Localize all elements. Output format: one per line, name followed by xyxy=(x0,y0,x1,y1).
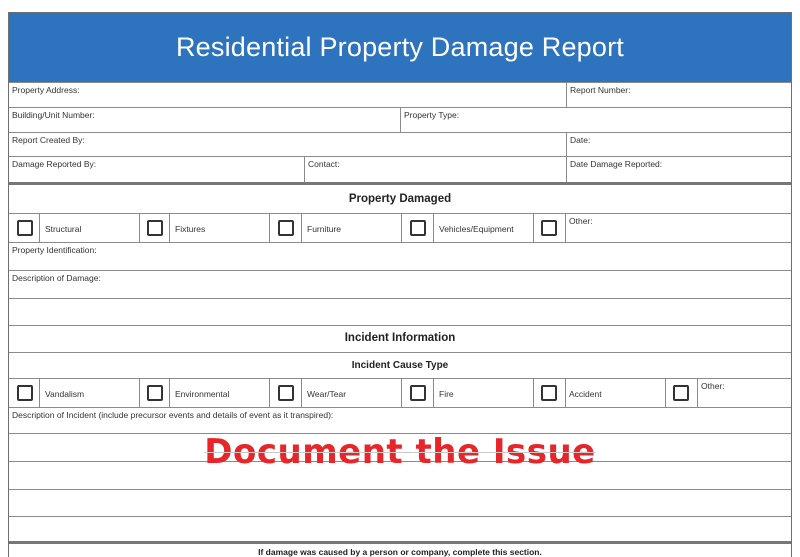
damage-reported-by-label: Damage Reported By: xyxy=(12,159,97,169)
damage-report-form xyxy=(8,12,792,557)
section-divider-bottom xyxy=(9,541,791,544)
property-address-field[interactable] xyxy=(9,83,566,107)
other-damaged-field[interactable] xyxy=(565,214,791,242)
fire-checkbox[interactable] xyxy=(410,385,426,401)
vandalism-label-cell xyxy=(39,379,139,407)
environmental-box-cell xyxy=(139,379,169,407)
contact-field[interactable] xyxy=(304,157,566,182)
accident-label-cell xyxy=(565,379,665,407)
fire-label-cell xyxy=(433,379,533,407)
structural-box-cell xyxy=(9,214,39,242)
building-unit-label: Building/Unit Number: xyxy=(12,110,95,120)
other-cause-checkbox[interactable] xyxy=(673,385,689,401)
row-damage-reported xyxy=(9,156,791,182)
other-cause-label: Other: xyxy=(701,381,725,391)
fixtures-label-cell xyxy=(169,214,269,242)
furniture-label: Furniture xyxy=(307,224,342,234)
other-cause-box-cell xyxy=(665,379,697,407)
structural-label: Structural xyxy=(45,224,82,234)
furniture-checkbox[interactable] xyxy=(278,220,294,236)
contact-label: Contact: xyxy=(308,159,340,169)
wear-tear-box-cell xyxy=(269,379,301,407)
row-property-address xyxy=(9,82,791,107)
property-type-field[interactable] xyxy=(400,108,791,132)
incident-line-4[interactable] xyxy=(9,516,791,543)
date-damage-reported-field[interactable] xyxy=(566,157,791,182)
report-created-by-label: Report Created By: xyxy=(12,135,85,145)
wear-tear-label: Wear/Tear xyxy=(307,389,347,399)
environmental-checkbox[interactable] xyxy=(147,385,163,401)
structural-checkbox[interactable] xyxy=(17,220,33,236)
furniture-box-cell xyxy=(269,214,301,242)
environmental-label-cell xyxy=(169,379,269,407)
incident-line-3[interactable] xyxy=(9,489,791,516)
property-identification-label: Property Identification: xyxy=(12,245,97,255)
vehicles-label-cell xyxy=(433,214,533,242)
row-report-created xyxy=(9,132,791,156)
overlay-caption-text: Document the Issue xyxy=(204,432,596,472)
report-created-by-field[interactable] xyxy=(9,133,566,156)
form-title: Residential Property Damage Report xyxy=(9,13,791,82)
other-cause-field[interactable] xyxy=(697,379,791,407)
report-number-label: Report Number: xyxy=(570,85,631,95)
incident-cause-type-row xyxy=(9,352,791,378)
description-of-incident-label: Description of Incident (include precursor events and details of event as it transpired): xyxy=(12,410,334,420)
vandalism-label: Vandalism xyxy=(45,389,85,399)
section-divider xyxy=(9,182,791,185)
accident-label: Accident xyxy=(569,389,602,399)
wear-tear-checkbox[interactable] xyxy=(278,385,294,401)
accident-box-cell xyxy=(533,379,565,407)
incident-cause-type-heading: Incident Cause Type xyxy=(351,360,449,371)
incident-cause-options xyxy=(9,378,791,407)
report-number-field[interactable] xyxy=(566,83,791,107)
structural-label-cell xyxy=(39,214,139,242)
date-field[interactable] xyxy=(566,133,791,156)
other-damaged-label: Other: xyxy=(569,216,593,226)
property-damaged-heading: Property Damaged xyxy=(348,193,452,205)
fixtures-checkbox[interactable] xyxy=(147,220,163,236)
furniture-label-cell xyxy=(301,214,401,242)
building-unit-field[interactable] xyxy=(9,108,400,132)
vehicles-equipment-checkbox[interactable] xyxy=(410,220,426,236)
footer-note: If damage was caused by a person or company, complete this section. xyxy=(258,547,542,557)
description-of-damage-field[interactable] xyxy=(9,270,791,298)
property-damaged-options xyxy=(9,213,791,242)
damage-reported-by-field[interactable] xyxy=(9,157,304,182)
description-of-damage-label: Description of Damage: xyxy=(12,273,101,283)
fire-label: Fire xyxy=(439,389,454,399)
overlay-caption xyxy=(0,432,800,472)
incident-information-heading: Incident Information xyxy=(344,332,456,344)
fire-box-cell xyxy=(401,379,433,407)
row-building-unit xyxy=(9,107,791,132)
incident-information-row xyxy=(9,325,791,352)
fixtures-label: Fixtures xyxy=(175,224,206,234)
date-label: Date: xyxy=(570,135,591,145)
accident-checkbox[interactable] xyxy=(541,385,557,401)
description-of-incident-field[interactable] xyxy=(9,407,791,433)
fixtures-box-cell xyxy=(139,214,169,242)
date-damage-reported-label: Date Damage Reported: xyxy=(570,159,663,169)
other-damaged-checkbox[interactable] xyxy=(541,220,557,236)
wear-tear-label-cell xyxy=(301,379,401,407)
description-of-damage-line[interactable] xyxy=(9,298,791,325)
property-address-label: Property Address: xyxy=(12,85,80,95)
property-type-label: Property Type: xyxy=(404,110,460,120)
other-box-cell xyxy=(533,214,565,242)
vehicles-box-cell xyxy=(401,214,433,242)
vehicles-equipment-label: Vehicles/Equipment xyxy=(439,224,514,234)
property-identification-field[interactable] xyxy=(9,242,791,270)
vandalism-box-cell xyxy=(9,379,39,407)
vandalism-checkbox[interactable] xyxy=(17,385,33,401)
environmental-label: Environmental xyxy=(175,389,230,399)
